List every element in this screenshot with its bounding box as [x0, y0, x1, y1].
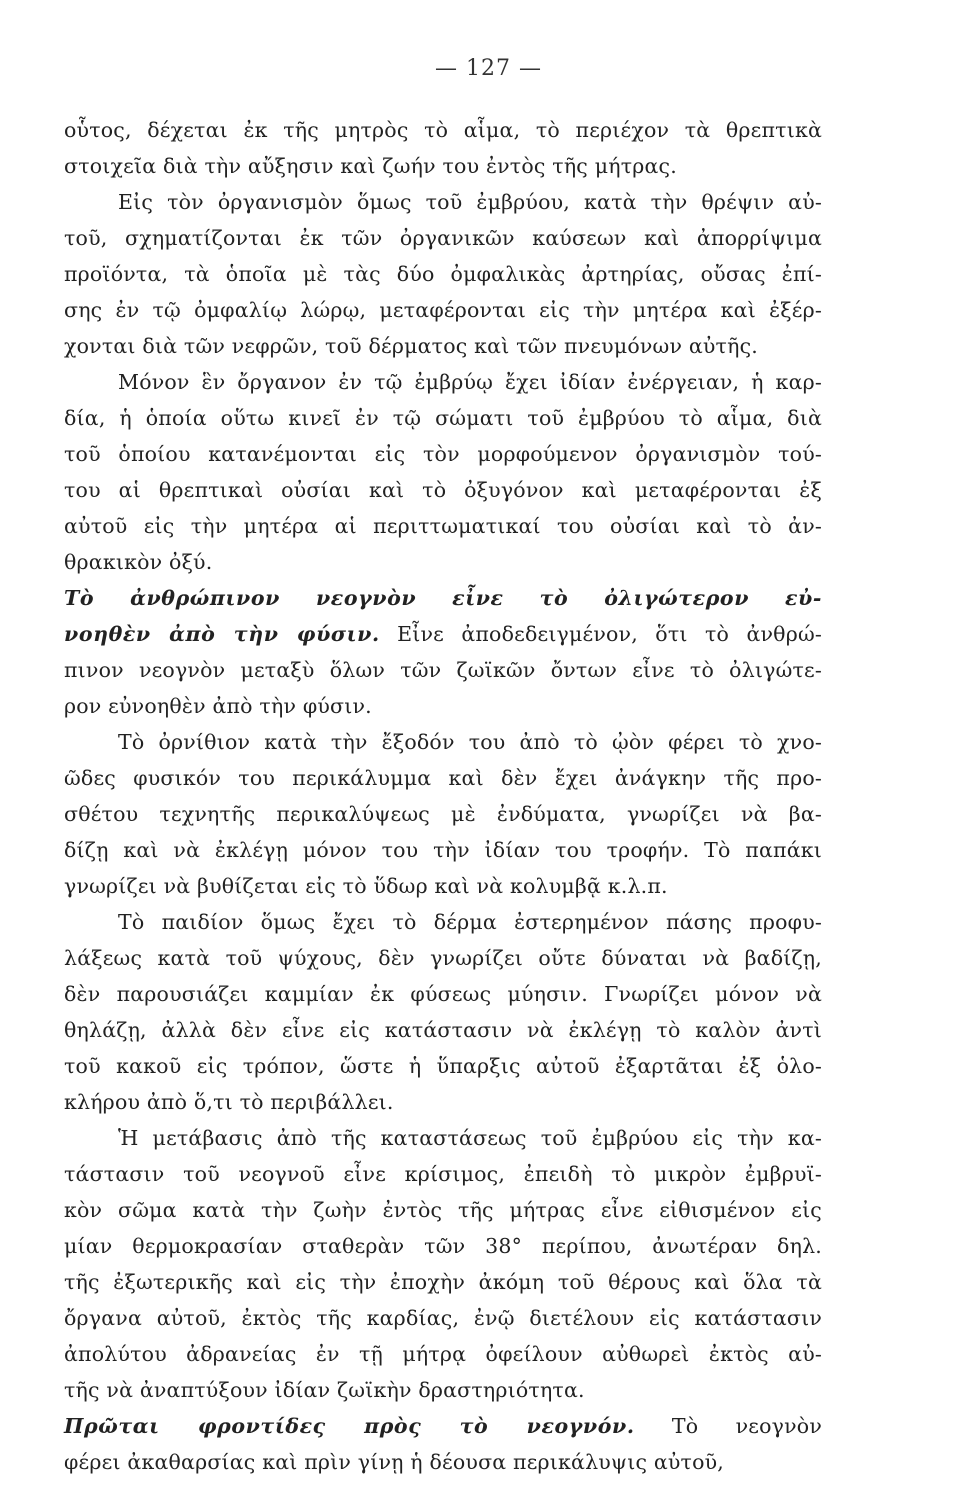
- paragraph-group-1: [64, 112, 822, 580]
- text-line: δία, ἡ ὁποία οὕτω κινεῖ ἐν τῷ σώματι τοῦ ἐμβρύου τὸ αἷμα, διὰ: [64, 406, 822, 430]
- text-line: σθέτου τεχνητῆς περικαλύψεως μὲ ἐνδύματα, γνωρίζει νὰ βα-: [64, 802, 822, 826]
- final-line: φέρει ἀκαθαρσίας καὶ πρὶν γίνῃ ἡ δέουσα περικάλυψις αὐτοῦ,: [64, 1450, 725, 1474]
- text-line: Μόνον ἓν ὄργανον ἐν τῷ ἐμβρύῳ ἔχει ἰδίαν ἐνέργειαν, ἡ καρ-: [118, 370, 822, 394]
- text-line: τοῦ ὁποίου κατανέμονται εἰς τὸν μορφούμενον ὀργανισμὸν τού-: [64, 442, 822, 466]
- text-line: Τὸ παιδίον ὅμως ἔχει τὸ δέρμα ἐστερημένον πάσης προφυ-: [118, 910, 822, 934]
- text-line: τοῦ, σχηματίζονται ἐκ τῶν ὀργανικῶν καύσεων καὶ ἀπορρίψιμα: [64, 226, 822, 250]
- page-number: — 127 —: [435, 56, 542, 81]
- text-line: του αἱ θρεπτικαὶ οὐσίαι καὶ τὸ ὀξυγόνον καὶ μεταφέρονται ἐξ: [64, 478, 822, 502]
- text-line: σης ἐν τῷ ὀμφαλίῳ λώρῳ, μεταφέρονται εἰς τὴν μητέρα καὶ ἐξέρ-: [64, 298, 822, 322]
- section-heading-2: Πρῶται φροντίδες πρὸς τὸ νεογνόν.: [64, 1414, 635, 1438]
- text-line: ἀπολύτου ἀδρανείας ἐν τῇ μήτρᾳ ὀφείλουν αὐθωρεὶ ἐκτὸς αὐ-: [64, 1342, 822, 1366]
- heading-line-3: [64, 1408, 822, 1444]
- text-line: οὗτος, δέχεται ἐκ τῆς μητρὸς τὸ αἷμα, τὸ περιέχον τὰ θρεπτικὰ: [64, 118, 822, 142]
- text-line: δὲν παρουσιάζει καμμίαν ἐκ φύσεως μύησιν. Γνωρίζει μόνον νὰ: [64, 982, 822, 1006]
- section-heading-1b: νοηθὲν ἀπὸ τὴν φύσιν.: [64, 622, 380, 646]
- text-line: κὸν σῶμα κατὰ τὴν ζωὴν ἐντὸς τῆς μήτρας εἶνε εἰθισμένον εἰς: [64, 1198, 822, 1222]
- text-line: τῆς ἐξωτερικῆς καὶ εἰς τὴν ἐποχὴν ἀκόμη τοῦ θέρους καὶ ὅλα τὰ: [64, 1270, 822, 1294]
- text-line: τοῦ κακοῦ εἰς τρόπον, ὥστε ἡ ὕπαρξις αὐτοῦ ἐξαρτᾶται ἐξ ὁλο-: [64, 1054, 822, 1078]
- text-line: Ἡ μετάβασις ἀπὸ τῆς καταστάσεως τοῦ ἐμβρύου εἰς τὴν κα-: [118, 1126, 822, 1150]
- text-line: τῆς νὰ ἀναπτύξουν ἰδίαν ζωϊκὴν δραστηριότητα.: [64, 1378, 585, 1402]
- text-line: δίζῃ καὶ νὰ ἐκλέγῃ μόνον του τὴν ἰδίαν του τροφήν. Τὸ παπάκι: [64, 838, 822, 862]
- text-line: ρον εὐνοηθὲν ἀπὸ τὴν φύσιν.: [64, 694, 372, 718]
- paragraph-group-2: [64, 652, 822, 1408]
- text-line: τάστασιν τοῦ νεογνοῦ εἶνε κρίσιμος, ἐπειδὴ τὸ μικρὸν ἐμβρυϊ-: [64, 1162, 822, 1186]
- text-line: κλήρου ἀπὸ ὅ,τι τὸ περιβάλλει.: [64, 1090, 394, 1114]
- text-line: αὐτοῦ εἰς τὴν μητέρα αἱ περιττωματικαί του οὐσίαι καὶ τὸ ἀν-: [64, 514, 822, 538]
- text-line: θρακικὸν ὀξύ.: [64, 550, 213, 574]
- text-line: Τὸ ὀρνίθιον κατὰ τὴν ἔξοδόν του ἀπὸ τὸ ᾠὸν φέρει τὸ χνο-: [118, 730, 822, 754]
- text-line: προϊόντα, τὰ ὁποῖα μὲ τὰς δύο ὀμφαλικὰς ἀρτηρίας, οὔσας ἐπί-: [64, 262, 822, 286]
- text-line: ὄργανα αὐτοῦ, ἐκτὸς τῆς καρδίας, ἐνῷ διετέλουν εἰς κατάστασιν: [64, 1306, 822, 1330]
- heading-2-continuation: Τὸ νεογνὸν: [634, 1414, 822, 1438]
- text-line: χονται διὰ τῶν νεφρῶν, τοῦ δέρματος καὶ τῶν πνευμόνων αὐτῆς.: [64, 334, 758, 358]
- text-line: λάξεως κατὰ τοῦ ψύχους, δὲν γνωρίζει οὔτε δύναται νὰ βαδίζῃ,: [64, 946, 822, 970]
- text-line: μίαν θερμοκρασίαν σταθερὰν τῶν 38° περίπου, ἀνωτέραν δηλ.: [64, 1234, 822, 1258]
- heading-line-2: [64, 616, 822, 652]
- text-line: γνωρίζει νὰ βυθίζεται εἰς τὸ ὕδωρ καὶ νὰ κολυμβᾷ κ.λ.π.: [64, 874, 668, 898]
- body-text: [64, 112, 822, 1480]
- heading-1-continuation: Εἶνε ἀποδεδειγμένον, ὅτι τὸ ἀνθρώ-: [379, 622, 823, 646]
- text-line: πινον νεογνὸν μεταξὺ ὅλων τῶν ζωϊκῶν ὄντων εἶνε τὸ ὀλιγώτε-: [64, 658, 822, 682]
- heading-line-1: [64, 580, 822, 616]
- section-heading-1a: Τὸ ἀνθρώπινον νεογνὸν εἶνε τὸ ὀλιγώτερον εὐ-: [64, 586, 822, 610]
- text-line: στοιχεῖα διὰ τὴν αὔξησιν καὶ ζωήν του ἐντὸς τῆς μήτρας.: [64, 154, 677, 178]
- text-line: ῶδες φυσικόν του περικάλυμμα καὶ δὲν ἔχει ἀνάγκην τῆς προ-: [64, 766, 822, 790]
- text-line: θηλάζῃ, ἀλλὰ δὲν εἶνε εἰς κατάστασιν νὰ ἐκλέγῃ τὸ καλὸν ἀντὶ: [64, 1018, 822, 1042]
- text-line: Εἰς τὸν ὀργανισμὸν ὅμως τοῦ ἐμβρύου, κατὰ τὴν θρέψιν αὐ-: [118, 190, 822, 214]
